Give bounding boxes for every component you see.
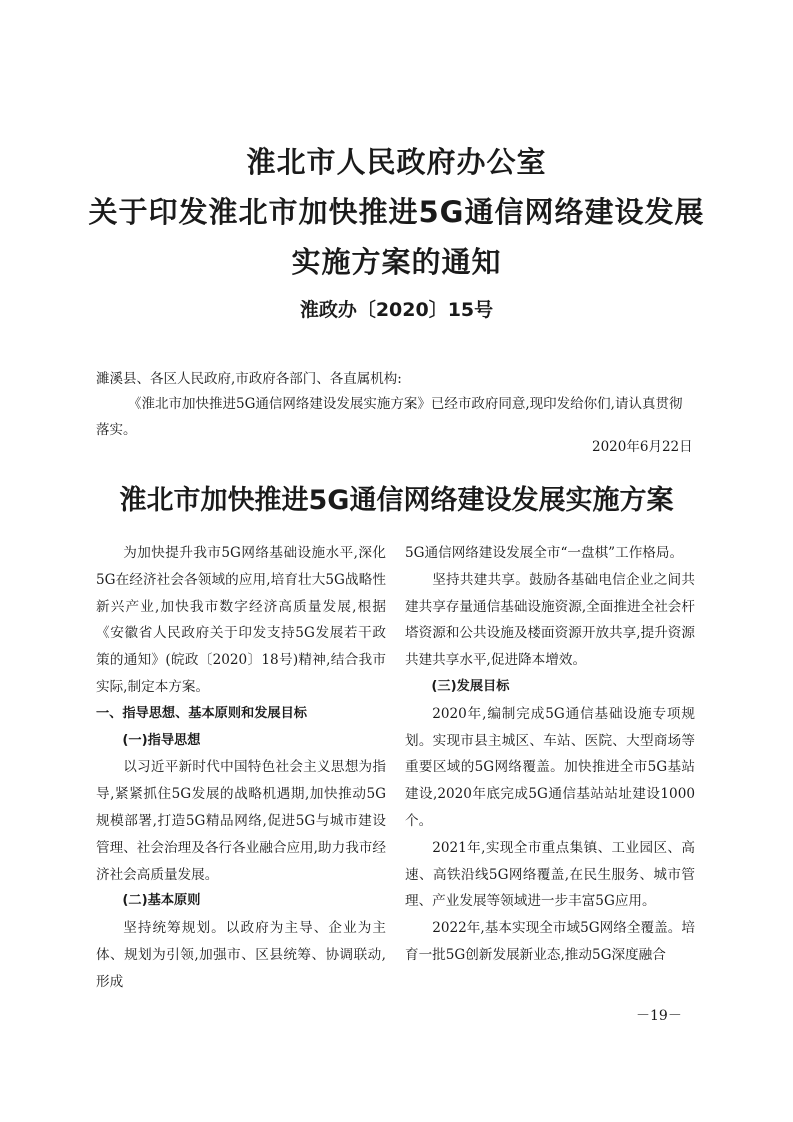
left-column [96, 540, 386, 996]
paragraph: 以习近平新时代中国特色社会主义思想为指导,紧紧抓住5G发展的战略机遇期,加快推动5G规模部署,打造5G精品网络,促进5G与城市建设管理、社会治理及各行各业融合应用,助力我市经济社会高质量发展。 [96, 759, 386, 883]
document-number: 淮政办〔2020〕15号 [299, 299, 494, 321]
notice-title-line-3: 实施方案的通知 [291, 245, 502, 279]
page-number: －19－ [636, 1008, 682, 1024]
section-heading: (二)基本原则 [122, 893, 201, 909]
notice-body-line-1: 《淮北市加快推进5G通信网络建设发展实施方案》已经市政府同意,现印发给你们,请认真贯彻 [128, 396, 683, 412]
notice-title-line-2: 关于印发淮北市加快推进5G通信网络建设发展 [88, 195, 705, 229]
notice-date: 2020年6月22日 [592, 439, 693, 455]
paragraph: 坚持共建共享。鼓励各基础电信企业之间共建共享存量通信基础设施资源,全面推进全社会杆塔资源和公共设施及楼面资源开放共享,提升资源共建共享水平,促进降本增效。 [405, 571, 695, 669]
paragraph: 5G通信网络建设发展全市“一盘棋”工作格局。 [405, 545, 684, 561]
notice-addressee: 濉溪县、各区人民政府,市政府各部门、各直属机构: [96, 371, 402, 387]
paragraph: 为加快提升我市5G网络基础设施水平,深化5G在经济社会各领域的应用,培育壮大5G战略性新兴产业,加快我市数字经济高质量发展,根据《安徽省人民政府关于印发支持5G发展若干政策的通知》(皖政〔2020〕18号)精神,结合我市实际,制定本方案。 [96, 545, 386, 695]
section-heading: 一、指导思想、基本原则和发展目标 [96, 705, 307, 721]
notice-body-line-2: 落实。 [96, 422, 137, 438]
section-heading: (三)发展目标 [431, 678, 510, 694]
paragraph: 2021年,实现全市重点集镇、工业园区、高速、高铁沿线5G网络覆盖,在民生服务、城市管理、产业发展等领域进一步丰富5G应用。 [405, 839, 695, 910]
paragraph: 2020年,编制完成5G通信基础设施专项规划。实现市县主城区、车站、医院、大型商场等重要区域的5G网络覆盖。加快推进全市5G基站建设,2020年底完成5G通信基站站址建设1000个。 [405, 705, 695, 829]
plan-title: 淮北市加快推进5G通信网络建设发展实施方案 [119, 485, 674, 516]
notice-title-line-1: 淮北市人民政府办公室 [246, 145, 547, 179]
section-heading: (一)指导思想 [122, 732, 201, 748]
paragraph: 2022年,基本实现全市域5G网络全覆盖。培育一批5G创新发展新业态,推动5G深度融合 [405, 920, 695, 963]
paragraph: 坚持统筹规划。以政府为主导、企业为主体、规划为引领,加强市、区县统筹、协调联动,形成 [96, 920, 386, 990]
right-column [405, 540, 695, 969]
